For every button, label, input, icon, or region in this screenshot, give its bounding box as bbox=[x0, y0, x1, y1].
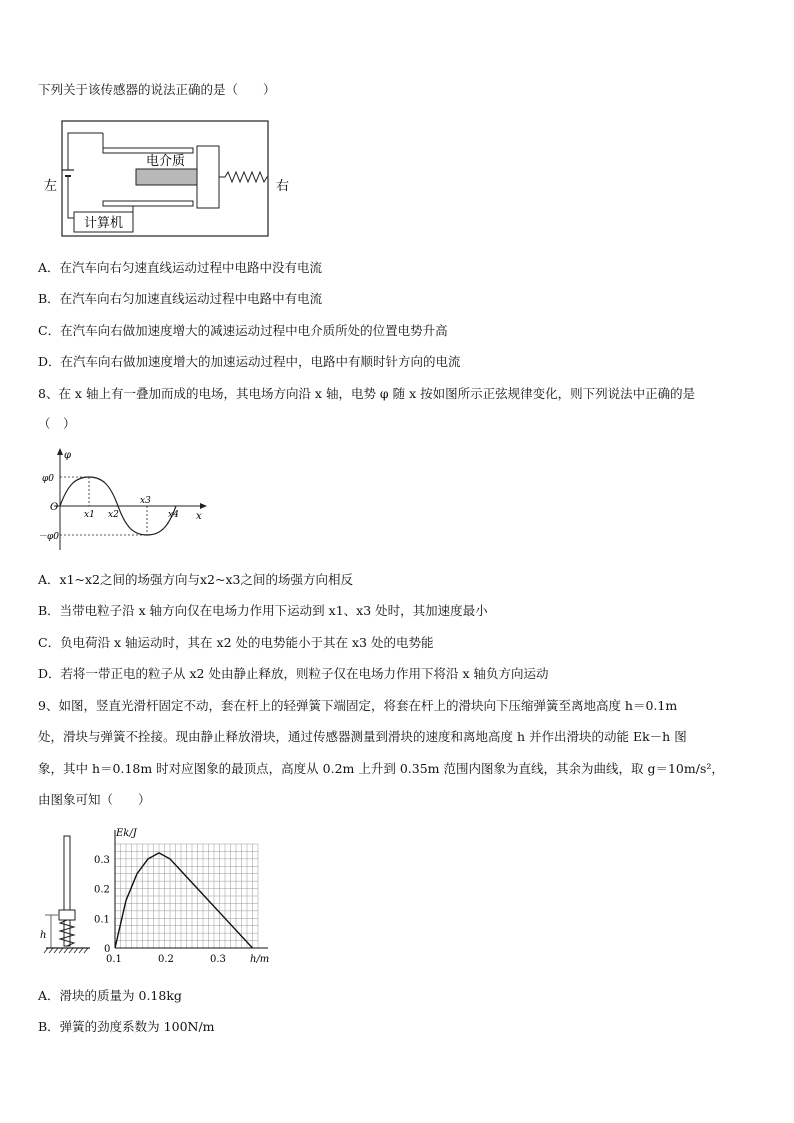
q7-option-b: B．在汽车向右匀加速直线运动过程中电路中有电流 bbox=[38, 291, 323, 306]
q8-option-b: B．当带电粒子沿 x 轴方向仅在电场力作用下运动到 x1、x3 处时，其加速度最小 bbox=[38, 603, 488, 618]
ground-hatch bbox=[44, 948, 88, 953]
phi0-label: φ0 bbox=[42, 474, 55, 484]
y-axis-label: Ek/J bbox=[116, 828, 137, 839]
dielectric-slab bbox=[136, 169, 197, 185]
x2-label: x2 bbox=[108, 510, 119, 520]
q7-option-c: C．在汽车向右做加速度增大的减速运动过程中电介质所处的位置电势升高 bbox=[38, 323, 448, 338]
capacitor-sensor-figure bbox=[38, 118, 290, 242]
y-tick-label: 0.1 bbox=[94, 914, 110, 926]
q9-stem-line4: 由图象可知（ ） bbox=[38, 792, 151, 807]
left-label: 左 bbox=[44, 179, 58, 194]
dielectric-label: 电介质 bbox=[146, 154, 186, 169]
spring bbox=[219, 172, 268, 182]
x-tick-label: 0.1 bbox=[106, 954, 122, 965]
neg-phi0-label: －φ0 bbox=[38, 532, 60, 542]
h-label: h bbox=[40, 930, 47, 941]
q8-stem-line2: （ ） bbox=[38, 416, 76, 431]
ek-curve bbox=[115, 853, 253, 948]
q8-option-a: A．x1~x2之间的场强方向与x2~x3之间的场强方向相反 bbox=[38, 572, 353, 587]
ek-h-chart bbox=[88, 824, 288, 966]
q9-option-a: A．滑块的质量为 0.18kg bbox=[38, 988, 182, 1003]
capacitor-plate-bottom bbox=[103, 201, 193, 206]
computer-label: 计算机 bbox=[84, 216, 124, 231]
y-tick-label: 0.2 bbox=[94, 884, 110, 896]
q9-option-b: B．弹簧的劲度系数为 100N/m bbox=[38, 1019, 215, 1034]
x-tick-label: 0.3 bbox=[210, 954, 226, 965]
x3-label: x3 bbox=[140, 496, 151, 506]
q7-option-d: D．在汽车向右做加速度增大的加速运动过程中，电路中有顺时针方向的电流 bbox=[38, 354, 461, 369]
phi-axis-arrow bbox=[57, 448, 63, 455]
q9-stem-line1: 9、如图，竖直光滑杆固定不动，套在杆上的轻弹簧下端固定，将套在杆上的滑块向下压缩弹簧至离地高度 h＝0.1m bbox=[38, 698, 678, 713]
x-axis-label: x bbox=[196, 511, 202, 522]
mass-block bbox=[197, 146, 219, 208]
q9-stem-line3: 象，其中 h＝0.18m 时对应图象的最顶点，高度从 0.2m 上升到 0.35m 范围内图象为直线，其余为曲线，取 g＝10m/s²， bbox=[38, 761, 724, 776]
chart-axes bbox=[115, 830, 268, 948]
q7-option-a: A．在汽车向右匀速直线运动过程中电路中没有电流 bbox=[38, 260, 323, 275]
chart-grid bbox=[115, 844, 258, 948]
origin-label: O bbox=[50, 502, 59, 513]
y-tick-label: 0 bbox=[104, 944, 111, 955]
phi-axis-label: φ bbox=[64, 450, 72, 461]
q7-stem: 下列关于该传感器的说法正确的是（ ） bbox=[38, 82, 276, 97]
phi-x-graph bbox=[38, 446, 208, 554]
right-label: 右 bbox=[276, 179, 290, 194]
y-tick-label: 0.3 bbox=[94, 854, 110, 866]
x1-label: x1 bbox=[84, 510, 95, 520]
wire-bottom bbox=[68, 176, 74, 218]
x-axis-label: h/m bbox=[250, 954, 270, 965]
x-axis-arrow bbox=[200, 503, 207, 509]
capacitor-plate-top bbox=[103, 148, 193, 153]
wire-top bbox=[68, 133, 103, 170]
q8-option-c: C．负电荷沿 x 轴运动时，其在 x2 处的电势能小于其在 x3 处的电势能 bbox=[38, 635, 434, 650]
x-tick-label: 0.2 bbox=[158, 954, 174, 965]
q8-option-d: D．若将一带正电的粒子从 x2 处由静止释放，则粒子仅在电场力作用下将沿 x 轴负方向运动 bbox=[38, 666, 549, 681]
q8-stem-line1: 8、在 x 轴上有一叠加而成的电场，其电场方向沿 x 轴，电势 φ 随 x 按如图所示正弦规律变化，则下列说法中正确的是 bbox=[38, 386, 696, 401]
q9-stem-line2: 处，滑块与弹簧不拴接。现由静止释放滑块，通过传感器测量到滑块的速度和离地高度 h 并作出滑块的动能 Ek－h 图 bbox=[38, 729, 687, 744]
slider-block bbox=[59, 910, 75, 920]
x4-label: x4 bbox=[168, 510, 179, 520]
